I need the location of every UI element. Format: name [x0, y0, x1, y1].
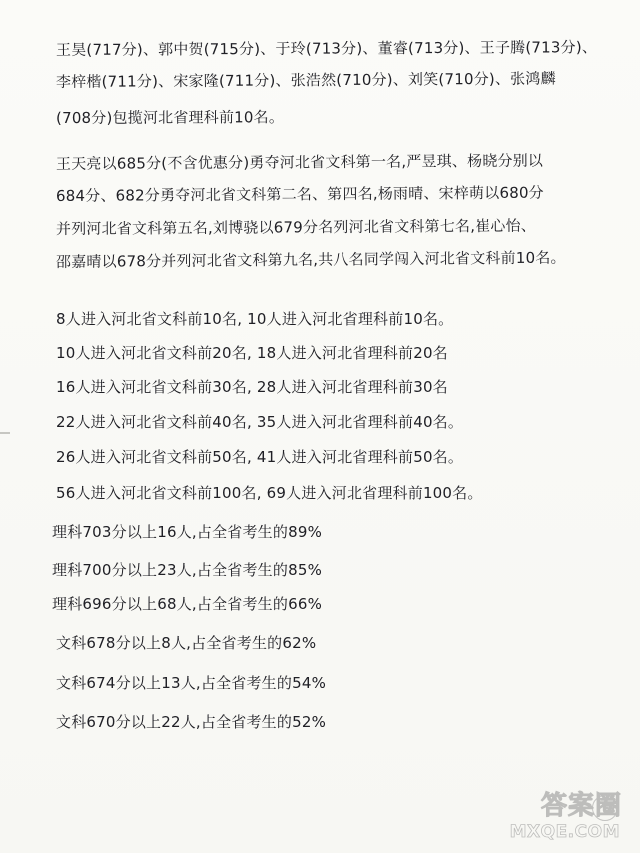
text-line-13: 56人进入河北省文科前100名, 69人进入河北省理科前100名。 [56, 484, 483, 502]
text-line-16: 理科696分以上68人,占全省考生的66% [52, 595, 323, 613]
text-line-6: 并列河北省文科第五名,刘博骁以679分名列河北省文科第七名,崔心怡、 [55, 216, 537, 238]
text-line-14: 理科703分以上16人,占全省考生的89% [52, 523, 323, 541]
watermark-site: MXQE.COM [509, 822, 620, 842]
text-line-7: 邵嘉晴以678分并列河北省文科第九名,共八名同学闯入河北省文科前10名。 [55, 248, 566, 271]
text-line-2: 李梓楷(711分)、宋家隆(711分)、张浩然(710分)、刘笑(710分)、张鸿麟 [55, 69, 556, 91]
text-line-18: 文科674分以上13人,占全省考生的54% [56, 674, 327, 692]
text-line-15: 理科700分以上23人,占全省考生的85% [52, 561, 323, 579]
text-line-11: 22人进入河北省文科前40名, 35人进入河北省理科前40名。 [56, 413, 464, 431]
text-line-10: 16人进入河北省文科前30名, 28人进入河北省理科前30名 [56, 378, 448, 396]
text-line-3: (708分)包揽河北省理科前10名。 [55, 108, 285, 127]
text-line-8: 8人进入河北省文科前10名, 10人进入河北省理科前10名。 [56, 310, 454, 328]
text-line-9: 10人进入河北省文科前20名, 18人进入河北省理科前20名 [56, 344, 448, 362]
watermark-brand: 答案圈 [540, 791, 622, 821]
text-line-17: 文科678分以上8人,占全省考生的62% [56, 634, 317, 652]
text-line-1: 王昊(717分)、郭中贺(715分)、于玲(713分)、董睿(713分)、王子腾(713分)、 [55, 38, 598, 59]
page-edge-mark [0, 432, 10, 434]
text-line-5: 684分、682分勇夺河北省文科第二名、第四名,杨雨晴、宋梓萌以680分 [55, 183, 544, 205]
text-line-4: 王天亮以685分(不含优惠分)勇夺河北省文科第一名,严昱琪、杨晓分别以 [55, 151, 544, 173]
watermark-logo [494, 791, 622, 845]
text-line-19: 文科670分以上22人,占全省考生的52% [56, 713, 327, 731]
text-line-12: 26人进入河北省文科前50名, 41人进入河北省理科前50名。 [56, 448, 464, 466]
